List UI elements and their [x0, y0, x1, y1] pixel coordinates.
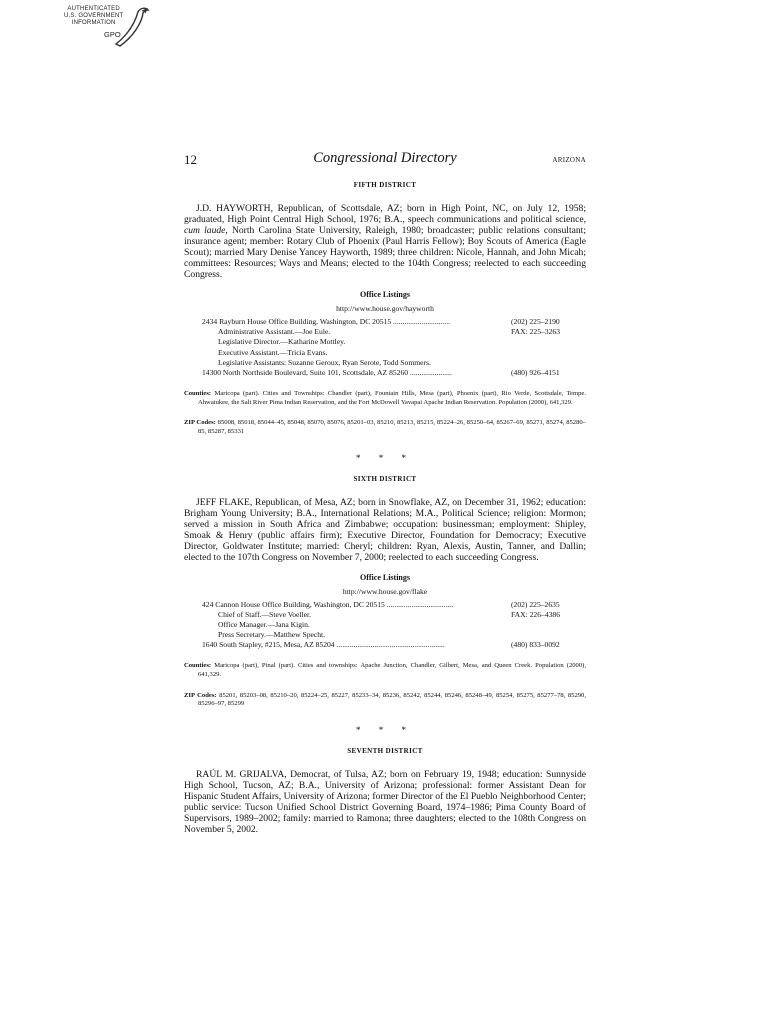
page-header [184, 150, 586, 172]
bio-hayworth-part-1: J.D. HAYWORTH, Republican, of Scottsdale, AZ; born in High Point, NC, on July 12, 1958; graduated, High Point Central High School, 1976; B.A., speech communications and political science, [184, 203, 586, 225]
office-row [184, 610, 586, 620]
section-separator: * * * [356, 724, 414, 735]
counties-sixth [184, 662, 586, 679]
page-number: 12 [184, 152, 197, 167]
counties-fifth [184, 390, 586, 407]
office-address: 2434 Rayburn House Office Building, Washington, DC 20515 .............................. [202, 317, 451, 326]
directory-page [184, 150, 586, 835]
seal-gpo: GPO [104, 30, 121, 39]
office-phone: (480) 833–0092 [511, 640, 560, 650]
office-row [184, 630, 586, 640]
staff-entry: Administrative Assistant.—Joe Eule. [218, 327, 331, 337]
office-address: 1640 South Stapley, #215, Mesa, AZ 85204 ......................................................... [202, 640, 445, 650]
eagle-icon [112, 6, 152, 48]
website-link-flake[interactable]: http://www.house.gov/flake [342, 586, 428, 596]
district-heading-seventh: SEVENTH DISTRICT [347, 746, 423, 755]
office-row [184, 368, 586, 378]
office-listings-sixth [184, 600, 586, 651]
office-row [184, 640, 586, 650]
state-name: ARIZONA [552, 156, 586, 164]
office-phone: (480) 926–4151 [511, 367, 560, 377]
staff-entry: Legislative Director.—Katharine Mottley. [218, 337, 346, 347]
section-separator: * * * [356, 452, 414, 463]
staff-entry: Chief of Staff.—Steve Voeller. [218, 609, 312, 619]
counties-text: Maricopa (part). Cities and Townships: Chandler (part), Fountain Hills, Mesa (part), Phoenix (part), Rio Verde, Scottsdale, Tempe. Ahwatukee, the Salt River Pima Indian Reservation, and the Fort McDowell Yavapai Apache Indian Reservation. Population (2000), 641,329. [198, 390, 586, 406]
staff-entry: Press Secretary.—Matthew Specht. [218, 630, 326, 640]
office-phone: (202) 225–2190 [511, 317, 560, 326]
bio-hayworth [184, 203, 586, 280]
gpo-authentication-seal [62, 6, 152, 48]
zip-label: ZIP Codes: [184, 419, 216, 427]
zip-codes-sixth [184, 692, 586, 709]
office-row [184, 600, 586, 610]
district-heading-sixth: SIXTH DISTRICT [353, 474, 417, 483]
zip-text: 85008, 85018, 85044–45, 85048, 85070, 85076, 85201–03, 85210, 85213, 85215, 85224–26, 85250–64, 85267–69, 85271, 85274, 85280–85, 85287, 85331 [198, 419, 586, 435]
office-address: 424 Cannon House Office Building, Washington, DC 20515 ................................... [202, 599, 454, 609]
bio-hayworth-italic: cum laude [184, 225, 226, 236]
office-row [184, 337, 586, 347]
office-fax: FAX: 226–4386 [511, 609, 561, 619]
district-heading-fifth: FIFTH DISTRICT [353, 181, 417, 189]
seal-line-3: INFORMATION [71, 20, 116, 27]
staff-entry: Executive Assistant.—Tricia Evans. [218, 347, 328, 357]
zip-text: 85201, 85203–08, 85210–20, 85224–25, 85227, 85233–34, 85236, 85242, 85244, 85246, 85248–49, 85254, 85275, 85277–78, 85290, 85296–97, 85299 [198, 691, 586, 708]
office-row [184, 620, 586, 630]
staff-entry: Office Manager.—Jana Kigin. [218, 619, 310, 629]
office-listings-heading-fifth: Office Listings [360, 290, 410, 299]
office-fax: FAX: 225–3263 [511, 327, 561, 337]
office-listings-fifth [184, 317, 586, 378]
seal-line-2: U.S. GOVERNMENT [64, 13, 124, 20]
staff-entry: Legislative Assistants: Suzanne Geroux, Ryan Serote, Todd Sommers. [218, 357, 431, 367]
counties-label: Counties: [184, 390, 212, 398]
bio-flake: JEFF FLAKE, Republican, of Mesa, AZ; born in Snowflake, AZ, on December 31, 1962; education: Brigham Young University; B.A., International Relations; M.A., Political Science; religion: Mormon; served a mission in South Africa and Zimbabwe; occupation: businessman; employment: Shipley, Smoak & Henry (public affairs firm); Executive Director, Foundation for Democracy; Executive Director, Goldwater Institute; married: Cheryl; children: Ryan, Alexis, Austin, Tanner, and Dallin; elected to the 107th Congress on November 7, 2000; reelected to each succeeding Congress. [184, 496, 586, 563]
bio-grijalva: RAÚL M. GRIJALVA, Democrat, of Tulsa, AZ; born on February 19, 1948; education: Sunnyside High School, Tucson, AZ; B.A., University of Arizona; professional: former Assistant Dean for Hispanic Student Affairs, University of Arizona; former Director of the El Pueblo Neighborhood Center; public service: Tucson Unified School District Governing Board, 1974–1986; Pima County Board of Supervisors, 1989–2002; family: married to Ramona; three daughters; elected to the 108th Congress on November 5, 2002. [184, 768, 586, 835]
website-link-hayworth[interactable]: http://www.house.gov/hayworth [336, 304, 434, 313]
office-row [184, 327, 586, 337]
office-listings-heading-sixth: Office Listings [360, 572, 410, 582]
office-row [184, 358, 586, 368]
counties-text: Maricopa (part), Pinal (part). Cities and townships: Apache Junction, Chandler, Gilbert, Mesa, and Queen Creek. Population (2000), 641,329. [198, 662, 586, 679]
seal-line-1: AUTHENTICATED [67, 6, 120, 12]
office-address: 14300 North Northside Boulevard, Suite 101, Scottsdale, AZ 85260 ...................... [202, 367, 452, 377]
zip-label: ZIP Codes: [184, 691, 217, 699]
office-row [184, 348, 586, 358]
office-phone: (202) 225–2635 [511, 599, 560, 609]
bio-hayworth-part-2: , North Carolina State University, Raleigh, 1980; broadcaster; public relations consultant; insurance agent; member: Rotary Club of Phoenix (Paul Harris Fellow); Boy Scouts of America (Eagle Scout); married Mary Denise Yancey Hayworth, 1989; three children: Nicole, Hannah, and John Micah; committees: Resources; Ways and Means; elected to the 104th Congress; reelected to each succeeding Congress. [184, 225, 586, 280]
office-row [184, 317, 586, 327]
counties-label: Counties: [184, 662, 212, 670]
zip-codes-fifth [184, 419, 586, 436]
page-title: Congressional Directory [313, 150, 457, 166]
